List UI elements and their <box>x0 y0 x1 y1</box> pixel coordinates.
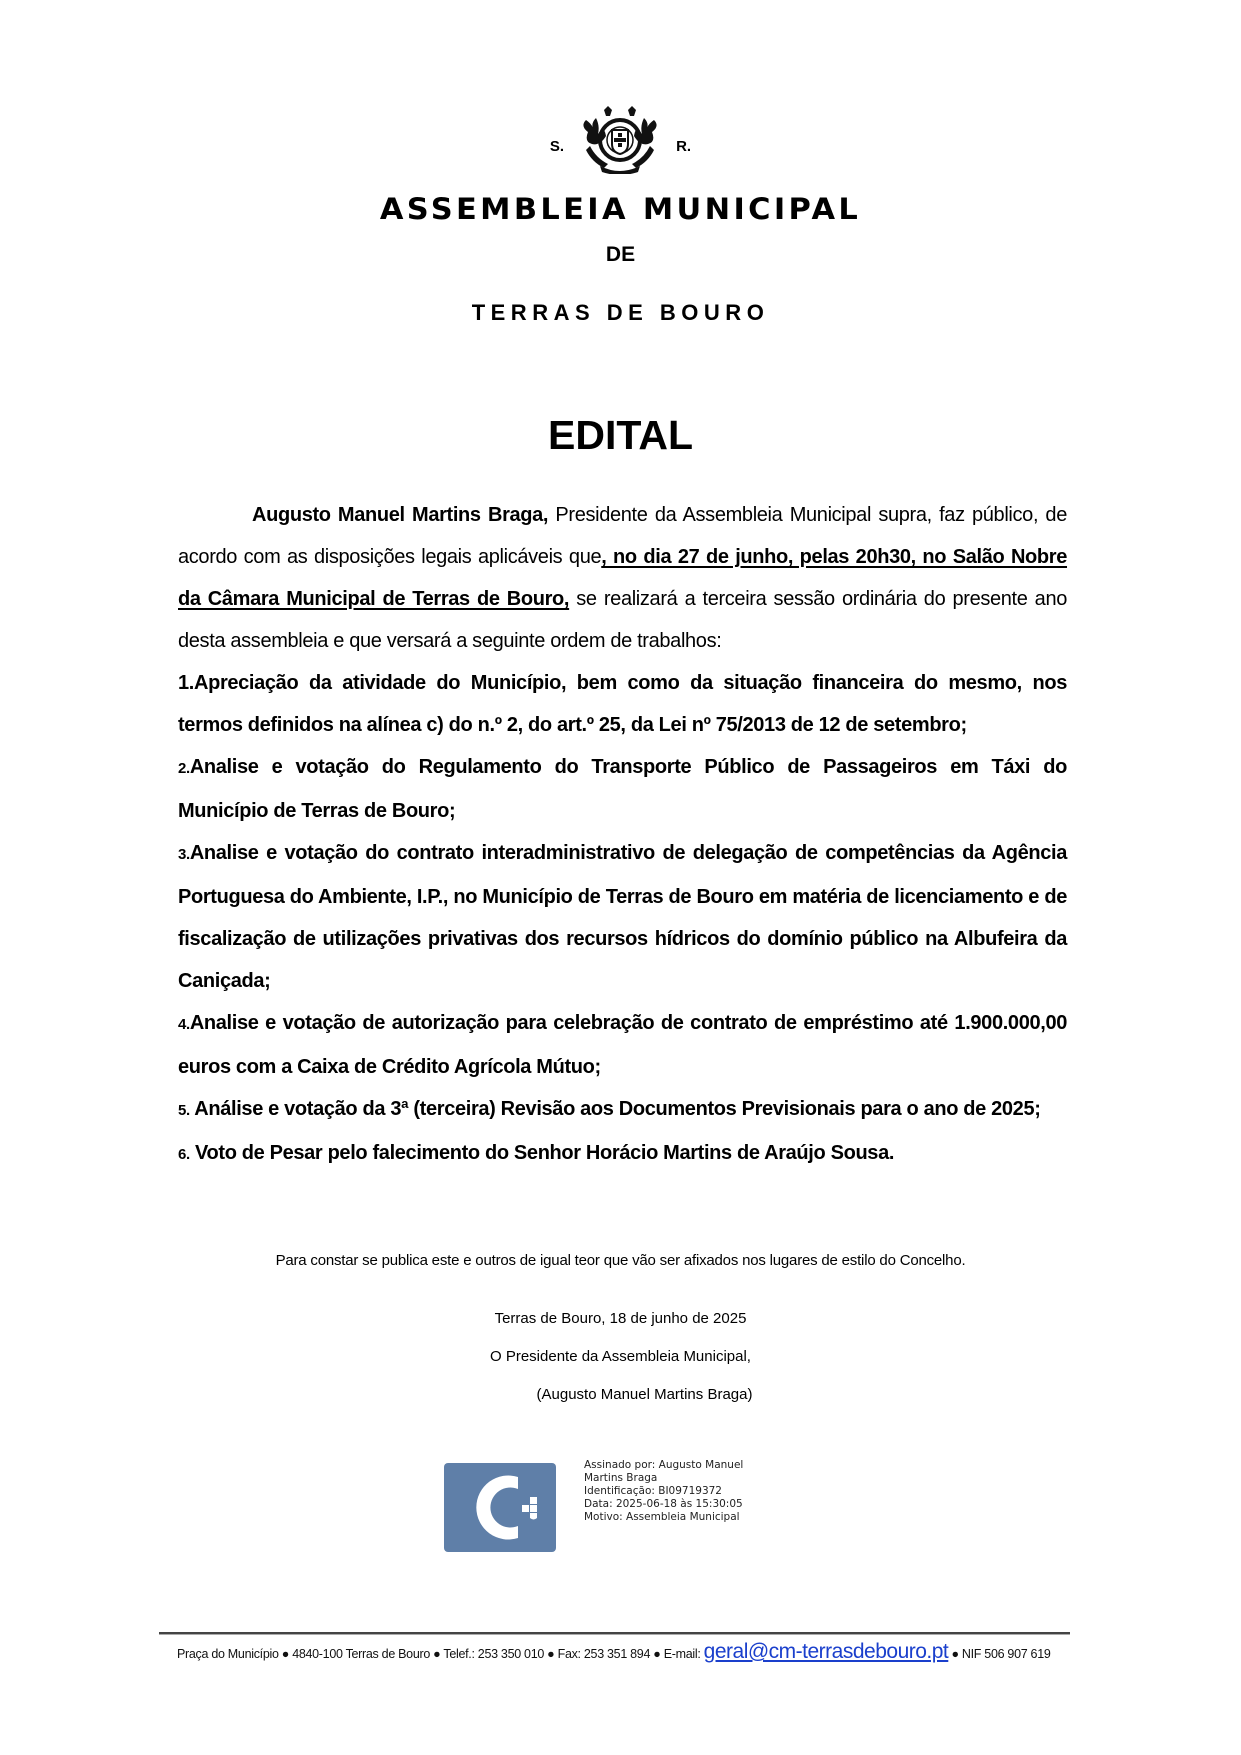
intro-text-2: se realizará a terceira sessão ordinária do presente ano desta assembleia e que versará a seguinte ordem de trabalhos: <box>178 588 1067 652</box>
document-body <box>178 494 1067 1176</box>
crest-letter-r: R. <box>676 137 692 155</box>
agenda-item-number: 2. <box>178 760 190 777</box>
organization-place: TERRAS DE BOURO <box>471 300 770 325</box>
signer-role: O Presidente da Assembleia Municipal, <box>490 1348 751 1365</box>
agenda-item-text: Análise e votação da 3ª (terceira) Revisão aos Documentos Previsionais para o ano de 2025; <box>189 1098 1041 1120</box>
footer-nif: ● NIF 506 907 619 <box>948 1647 1051 1661</box>
organization-de: DE <box>605 243 636 266</box>
agenda-item-number: 6. <box>178 1146 190 1163</box>
signed-by-line: Assinado por: Augusto Manuel <box>584 1459 744 1471</box>
meeting-date-location: , no dia 27 de junho, pelas 20h30, no Salão Nobre da Câmara Municipal de Terras de Bouro, <box>178 546 1068 610</box>
organization-title: ASSEMBLEIA MUNICIPAL <box>379 192 862 226</box>
signer-name: (Augusto Manuel Martins Braga) <box>536 1386 753 1403</box>
signed-by-line-2: Martins Braga <box>584 1472 658 1484</box>
agenda-item-6 <box>178 1132 1067 1176</box>
agenda-item-number: 4. <box>178 1016 190 1033</box>
agenda-item-number: 1. <box>178 672 194 694</box>
agenda-item-5 <box>178 1088 1067 1132</box>
intro-text-1: Presidente da Assembleia Municipal supra, faz público, de acordo com as disposições legais aplicáveis que <box>178 504 1067 568</box>
document-title: EDITAL <box>547 412 693 458</box>
digital-signature-details <box>584 1459 743 1524</box>
agenda-item-2 <box>178 746 1067 832</box>
digital-signature-c-logo-icon <box>444 1463 556 1552</box>
intro-paragraph <box>178 494 1067 662</box>
agenda-item-text: Analise e votação do contrato interadministrativo de delegação de competências da Agência Portuguesa do Ambiente, I.P., no Município de Terras de Bouro em matéria de licenciamento e de fiscalização de utilizações privativas dos recursos hídricos do domínio público na Albufeira da Caniçada; <box>178 842 1067 992</box>
agenda-item-4 <box>178 1002 1067 1088</box>
identification-line: Identificação: BI09719372 <box>584 1485 722 1497</box>
place-and-date: Terras de Bouro, 18 de junho de 2025 <box>494 1310 747 1327</box>
footer-divider <box>159 1632 1070 1635</box>
signature-date-line: Data: 2025-06-18 às 15:30:05 <box>584 1498 743 1510</box>
agenda-item-number: 5. <box>178 1102 190 1119</box>
agenda-item-text: Voto de Pesar pelo falecimento do Senhor Horácio Martins de Araújo Sousa. <box>189 1142 895 1164</box>
portuguese-coat-of-arms-icon <box>578 106 662 174</box>
signature-reason-line: Motivo: Assembleia Municipal <box>584 1511 740 1523</box>
footer-contact <box>177 1642 1077 1664</box>
signature-logo-graphic <box>444 1463 556 1552</box>
footer-email-link[interactable]: geral@cm-terrasdebouro.pt <box>703 1640 949 1663</box>
agenda-item-1 <box>178 662 1067 746</box>
crest-letter-s: S. <box>549 137 565 155</box>
closing-statement: Para constar se publica este e outros de igual teor que vão ser afixados nos lugares de estilo do Concelho. <box>275 1252 966 1269</box>
president-name: Augusto Manuel Martins Braga, <box>252 504 549 526</box>
agenda-item-text: Analise e votação do Regulamento do Transporte Público de Passageiros em Táxi do Município de Terras de Bouro; <box>178 756 1067 822</box>
header-crest <box>0 100 1241 180</box>
footer-address: Praça do Município ● 4840-100 Terras de Bouro ● Telef.: 253 350 010 ● Fax: 253 351 894 ● E-mail: <box>177 1647 704 1661</box>
agenda-item-text: Analise e votação de autorização para celebração de contrato de empréstimo até 1.900.000,00 euros com a Caixa de Crédito Agrícola Mútuo; <box>178 1012 1067 1078</box>
agenda-item-number: 3. <box>178 846 190 863</box>
agenda-item-3 <box>178 832 1067 1002</box>
agenda-item-text: Apreciação da atividade do Município, bem como da situação financeira do mesmo, nos termos definidos na alínea c) do n.º 2, do art.º 25, da Lei nº 75/2013 de 12 de setembro; <box>178 672 1067 736</box>
